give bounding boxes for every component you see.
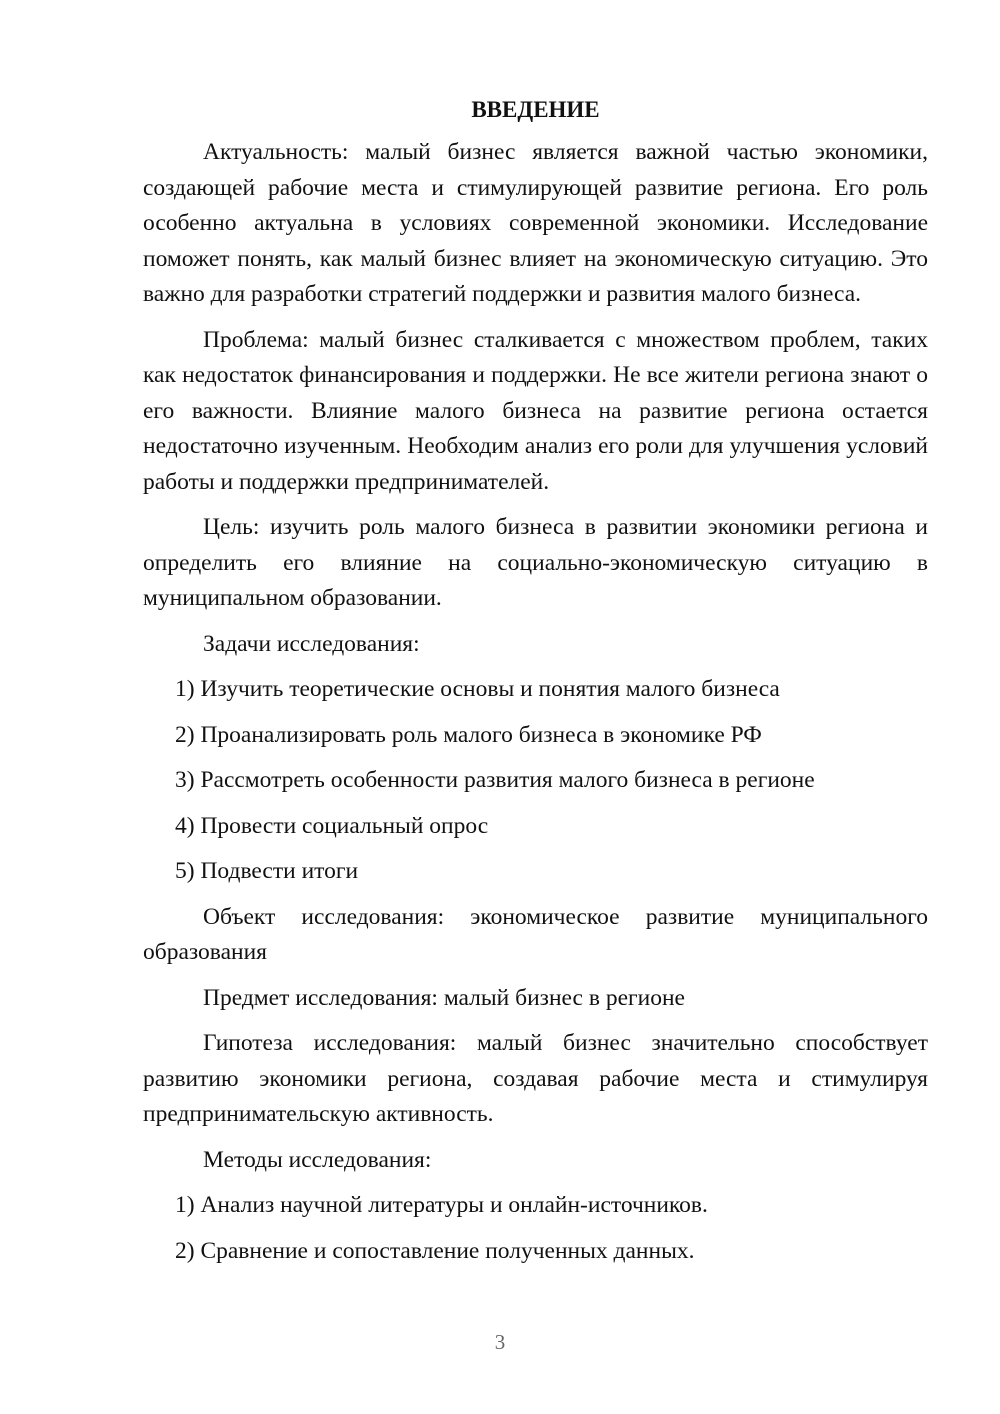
task-item-3: 3) Рассмотреть особенности развития малого бизнеса в регионе — [175, 767, 815, 793]
tasks-list — [143, 672, 928, 890]
methods-heading: Методы исследования: — [203, 1146, 432, 1173]
paragraph-goal: Цель: изучить роль малого бизнеса в развитии экономики региона и определить его влияние на социально-экономическую ситуацию в муниципальном образовании. — [143, 514, 928, 611]
paragraph-hypothesis: Гипотеза исследования: малый бизнес значительно способствует развитию экономики региона, создавая рабочие места и стимулируя предпринимательскую активность. — [143, 1030, 928, 1127]
paragraph-subject: Предмет исследования: малый бизнес в регионе — [203, 984, 685, 1011]
task-item-5: 5) Подвести итоги — [175, 858, 359, 884]
task-item-2: 2) Проанализировать роль малого бизнеса в экономике РФ — [175, 721, 762, 748]
paragraph-object: Объект исследования: экономическое развитие муниципального образования — [143, 903, 928, 965]
document-page — [143, 92, 928, 1279]
task-item-4: 4) Провести социальный опрос — [175, 812, 489, 839]
task-item-1: 1) Изучить теоретические основы и понятия малого бизнеса — [175, 676, 780, 702]
paragraph-problem: Проблема: малый бизнес сталкивается с множеством проблем, таких как недостаток финансирования и поддержки. Не все жители региона знают о его важности. Влияние малого бизнеса на развитие региона остается недостаточно изученным. Необходим анализ его роли для улучшения условий работы и поддержки предпринимателей. — [143, 326, 928, 495]
method-item-2: 2) Сравнение и сопоставление полученных данных. — [175, 1237, 695, 1264]
tasks-heading: Задачи исследования: — [203, 630, 420, 657]
page-title: ВВЕДЕНИЕ — [471, 97, 600, 122]
method-item-1: 1) Анализ научной литературы и онлайн-источников. — [175, 1192, 708, 1218]
methods-list — [143, 1188, 928, 1269]
paragraph-relevance: Актуальность: малый бизнес является важной частью экономики, создающей рабочие места и стимулирующей развитие региона. Его роль особенно актуальна в условиях современной экономики. Исследование поможет понять, как малый бизнес влияет на экономическую ситуацию. Это важно для разработки стратегий поддержки и развития малого бизнеса. — [143, 139, 928, 307]
page-number: 3 — [494, 1330, 506, 1354]
